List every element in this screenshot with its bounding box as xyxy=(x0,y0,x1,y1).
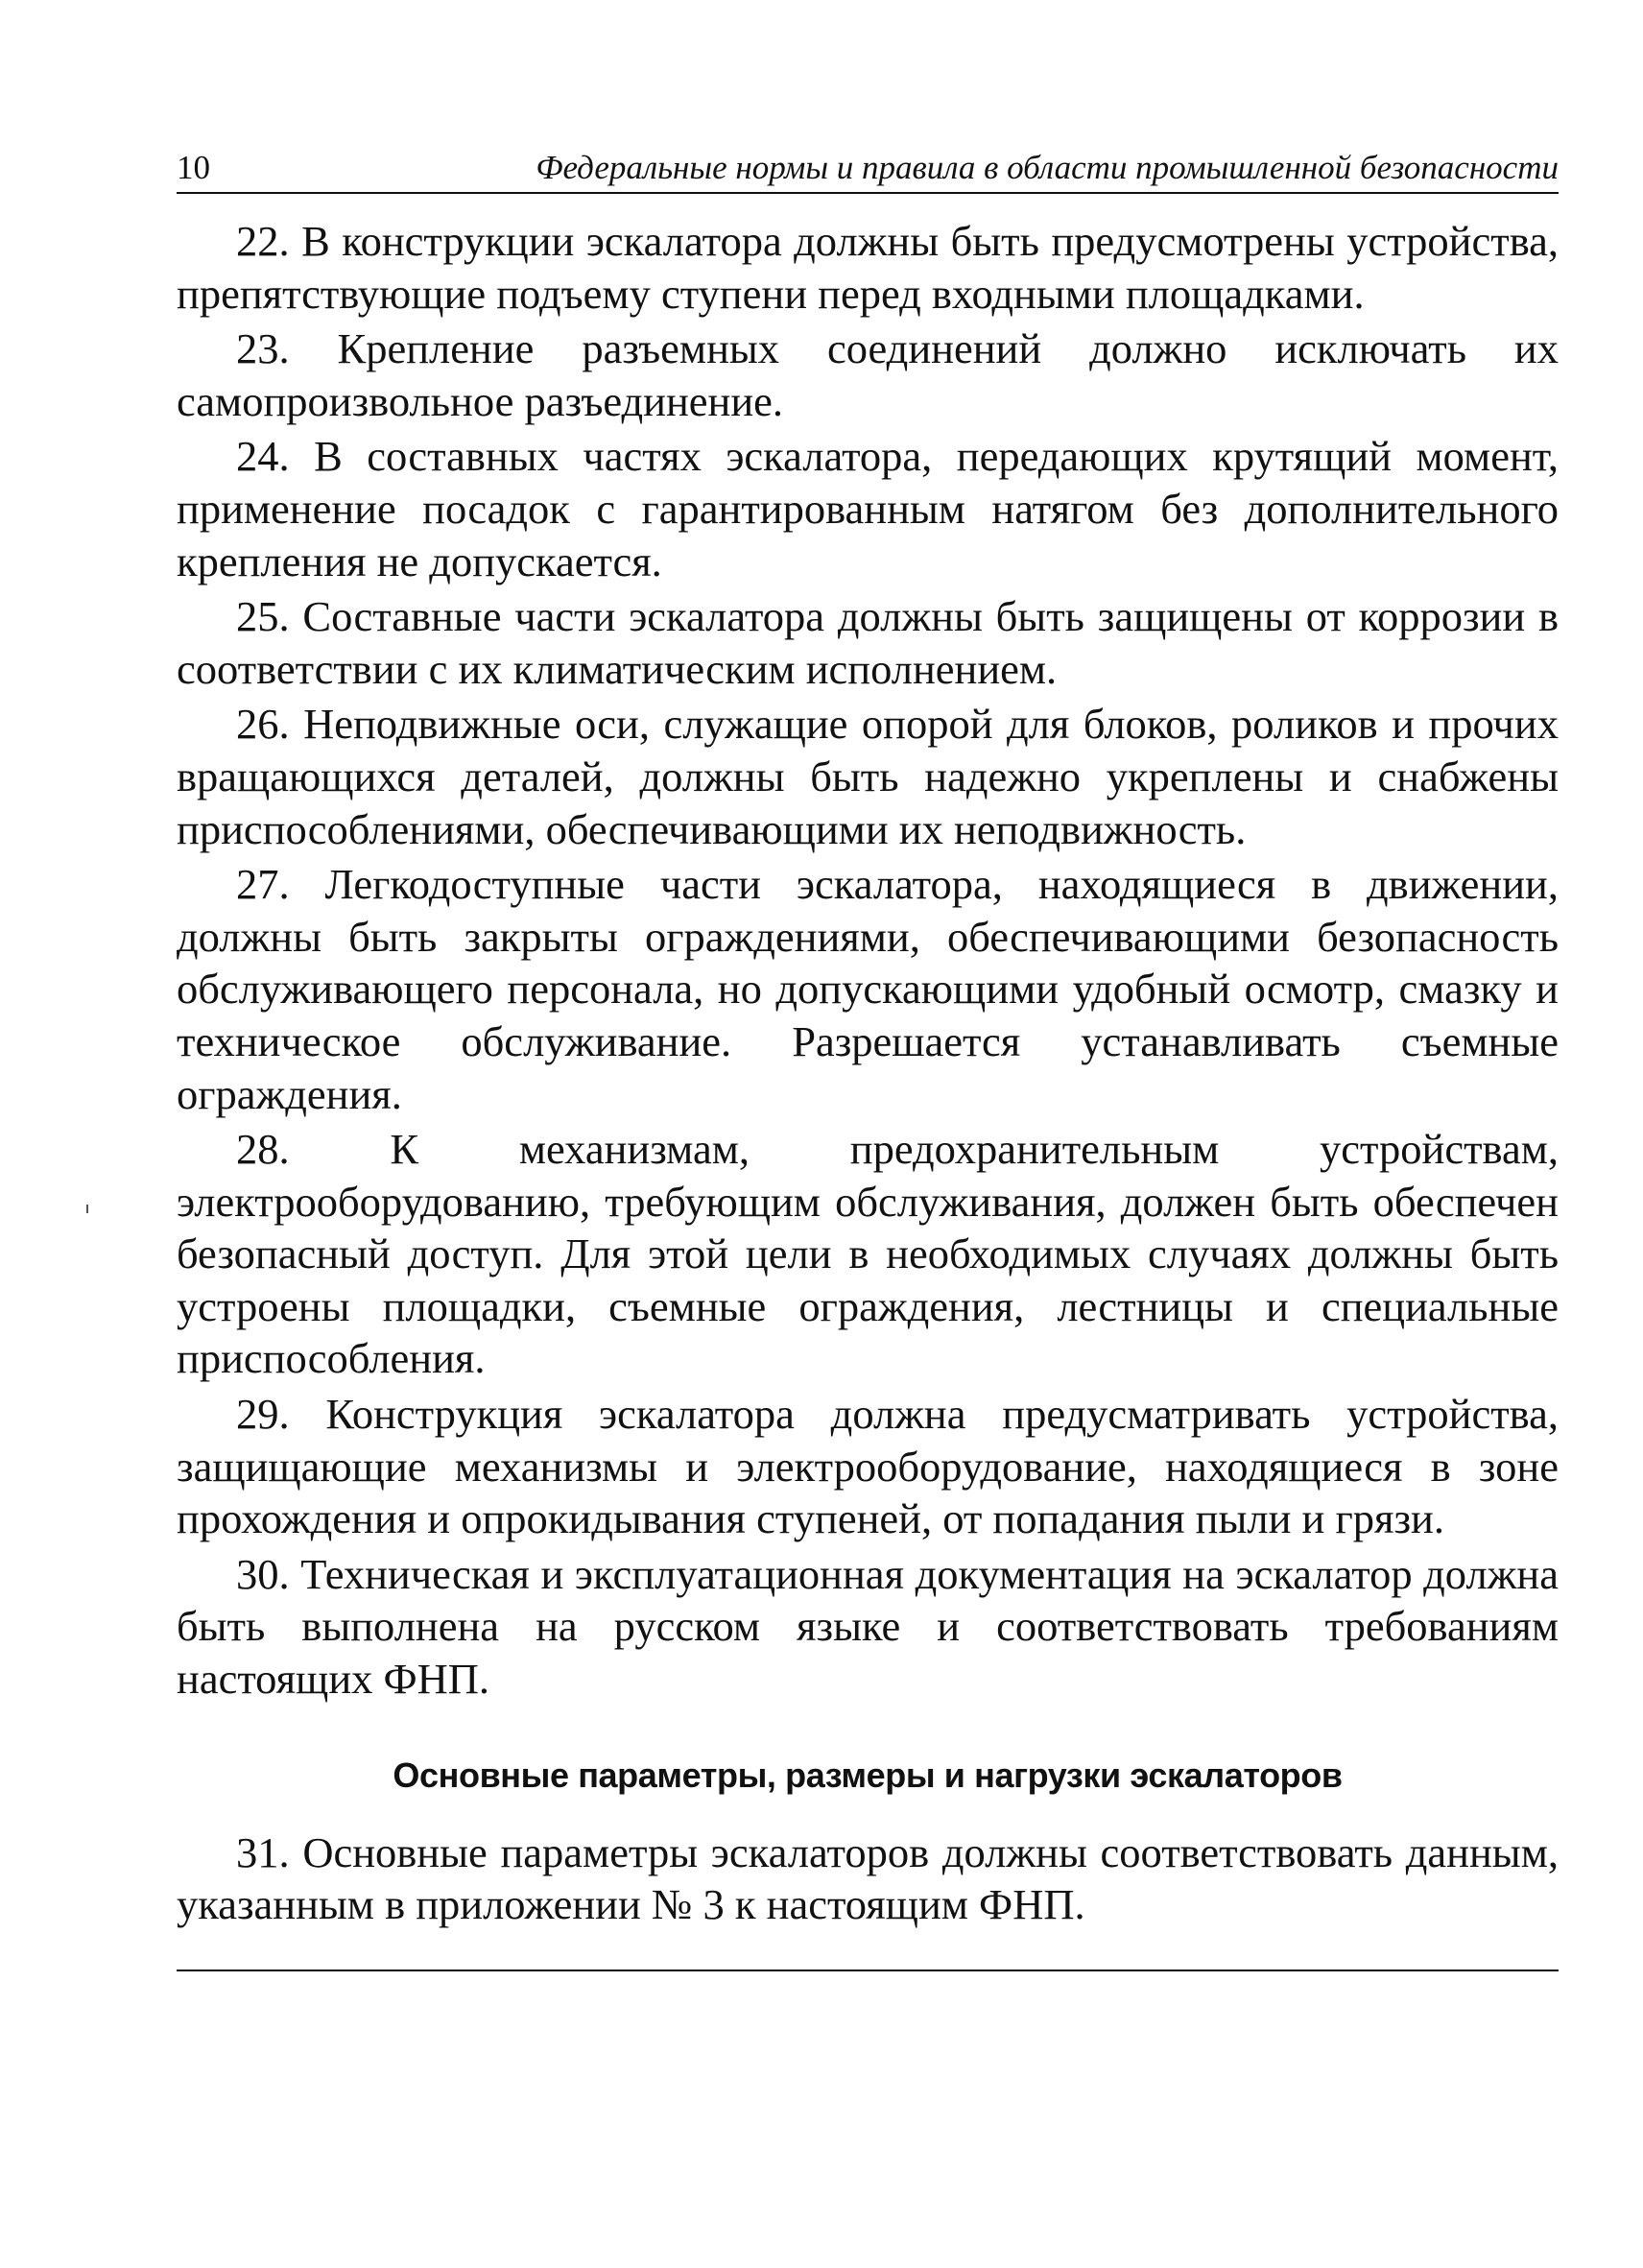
body-text xyxy=(177,215,1559,1931)
paragraph-31: 31. Основные параметры эскалаторов должны соответствовать данным, указанным в приложении № 3 к настоящим ФНП. xyxy=(177,1827,1559,1929)
paragraph-24: 24. В составных частях эскалатора, передающих крутящий момент, применение посадок с гарантированным натягом без дополнительного крепления не допускается. xyxy=(177,432,1559,585)
paragraph-26: 26. Неподвижные оси, служащие опорой для блоков, роликов и прочих вращающихся деталей, должны быть надежно укреплены и снабжены приспособлениями, обеспечивающими их неподвижность. xyxy=(177,700,1559,853)
paragraph-25: 25. Составные части эскалатора должны быть защищены от коррозии в соответствии с их климатическим исполнением. xyxy=(177,592,1559,693)
page-number: 10 xyxy=(177,149,210,186)
running-title: Федеральные нормы и правила в области промышленной безопасности xyxy=(536,149,1559,186)
paragraph-29: 29. Конструкция эскалатора должна предусматривать устройства, защищающие механизмы и электрооборудование, находящиеся в зоне прохождения и опрокидывания ступеней, от попадания пыли и грязи. xyxy=(177,1390,1559,1543)
paragraph-28: 28. К механизмам, предохранительным устройствам, электрооборудованию, требующим обслуживания, должен быть обеспечен безопасный доступ. Для этой цели в необходимых случаях должны быть устроены площадки, съемные ограждения, лестницы и специальные приспособления. xyxy=(177,1125,1559,1383)
bottom-rule xyxy=(177,1970,1559,1971)
document-page xyxy=(177,144,1559,1971)
margin-mark xyxy=(86,1205,88,1213)
running-header xyxy=(177,144,1559,194)
paragraph-27: 27. Легкодоступные части эскалатора, находящиеся в движении, должны быть закрыты ограждениями, обеспечивающими безопасность обслуживающего персонала, но допускающими удобный осмотр, смазку и техническое обслуживание. Разрешается устанавливать съемные ограждения. xyxy=(177,860,1559,1118)
paragraph-22: 22. В конструкции эскалатора должны быть предусмотрены устройства, препятствующие подъему ступени перед входными площадками. xyxy=(177,217,1559,318)
paragraph-23: 23. Крепление разъемных соединений должно исключать их самопроизвольное разъединение. xyxy=(177,324,1559,425)
section-heading: Основные параметры, размеры и нагрузки эскалаторов xyxy=(393,1755,1343,1795)
paragraph-30: 30. Техническая и эксплуатационная документация на эскалатор должна быть выполнена на русском языке и соответствовать требованиям настоящих ФНП. xyxy=(177,1549,1559,1704)
